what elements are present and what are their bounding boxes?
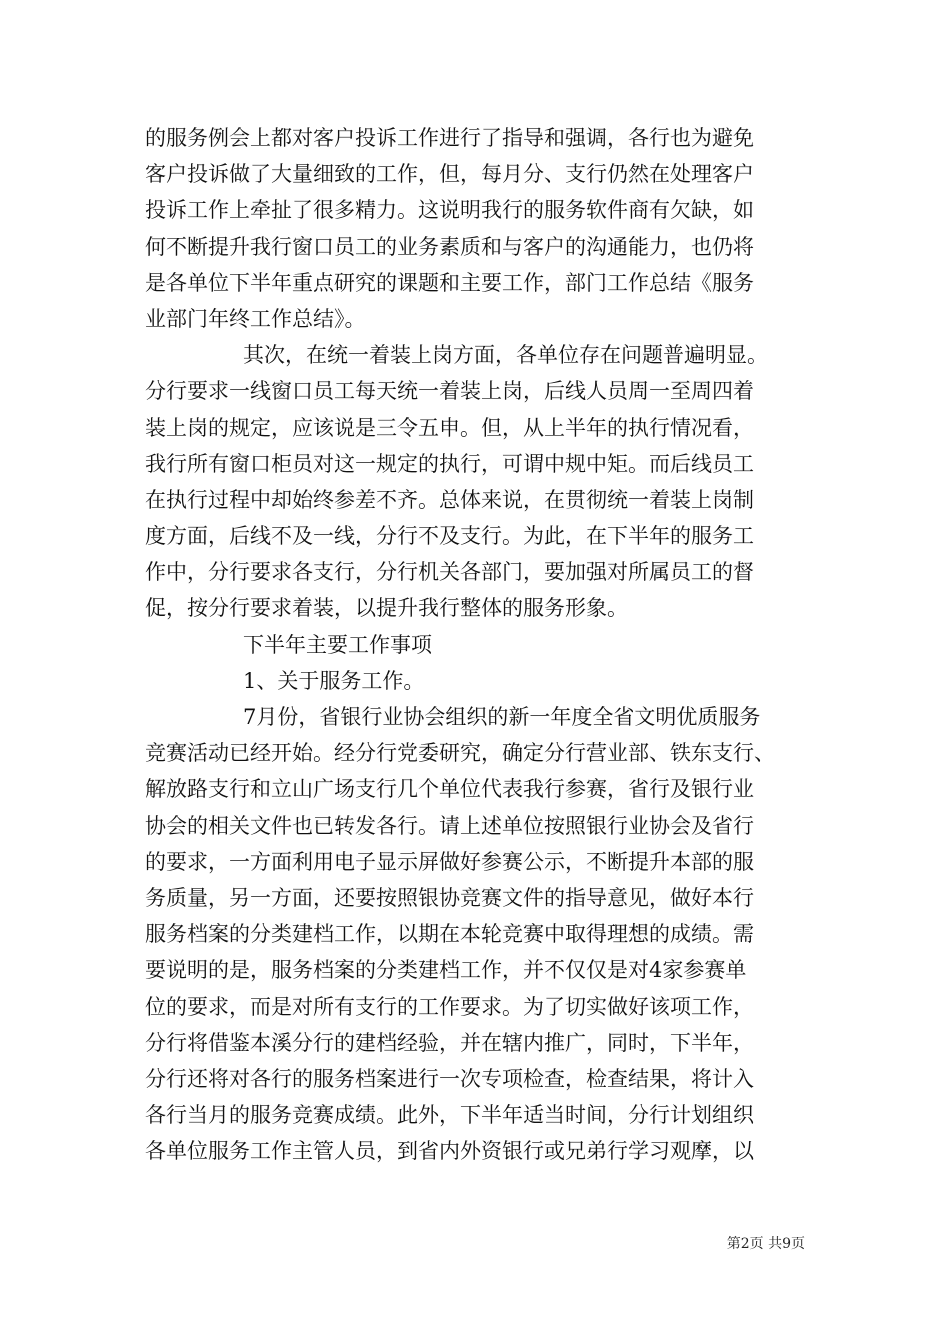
text-line: 分行还将对各行的服务档案进行一次专项检查，检查结果，将计入 (145, 1066, 754, 1091)
text-line: 分行要求一线窗口员工每天统一着装上岗，后线人员周一至周四着 (145, 379, 754, 404)
document-body (145, 120, 815, 1169)
text-line: 各行当月的服务竞赛成绩。此外，下半年适当时间，分行计划组织 (145, 1103, 754, 1128)
text-line: 协会的相关文件也已转发各行。请上述单位按照银行业协会及省行 (145, 813, 754, 838)
text-line: 位的要求，而是对所有支行的工作要求。为了切实做好该项工作， (145, 994, 754, 1019)
text-line: 服务档案的分类建档工作，以期在本轮竞赛中取得理想的成绩。需 (145, 922, 754, 947)
text-line: 客户投诉做了大量细致的工作，但，每月分、支行仍然在处理客户 (145, 162, 754, 187)
text-line: 务质量，另一方面，还要按照银协竞赛文件的指导意见，做好本行 (145, 885, 754, 910)
text-line: 促，按分行要求着装，以提升我行整体的服务形象。 (145, 596, 628, 621)
subsection-heading: 1、关于服务工作。 (243, 668, 425, 693)
text-line: 业部门年终工作总结》。 (145, 306, 366, 331)
text-line: 的服务例会上都对客户投诉工作进行了指导和强调，各行也为避免 (145, 126, 754, 150)
text-line: 的要求，一方面利用电子显示屏做好参赛公示，不断提升本部的服 (145, 849, 754, 874)
text-line: 要说明的是，服务档案的分类建档工作，并不仅仅是对4家参赛单 (145, 958, 747, 983)
text-line: 各单位服务工作主管人员，到省内外资银行或兄弟行学习观摩，以 (145, 1139, 754, 1164)
text-line: 分行将借鉴本溪分行的建档经验，并在辖内推广，同时，下半年， (145, 1030, 754, 1055)
text-line: 何不断提升我行窗口员工的业务素质和与客户的沟通能力，也仍将 (145, 234, 754, 259)
text-line: 我行所有窗口柜员对这一规定的执行，可谓中规中矩。而后线员工 (145, 451, 754, 476)
text-line: 作中，分行要求各支行，分行机关各部门，要加强对所属员工的督 (145, 560, 754, 585)
text-line: 投诉工作上牵扯了很多精力。这说明我行的服务软件商有欠缺，如 (145, 198, 754, 223)
page-number: 第2页 共9页 (726, 1236, 805, 1252)
text-line: 是各单位下半年重点研究的课题和主要工作，部门工作总结《服务 (145, 270, 754, 295)
section-heading: 下半年主要工作事项 (243, 632, 432, 657)
paragraph-start-line: 7月份，省银行业协会组织的新一年度全省文明优质服务 (243, 705, 761, 729)
paragraph-start-line: 其次，在统一着装上岗方面，各单位存在问题普遍明显。 (243, 343, 768, 368)
text-line: 竞赛活动已经开始。经分行党委研究，确定分行营业部、铁东支行、 (145, 741, 775, 766)
text-line: 装上岗的规定，应该说是三令五申。但，从上半年的执行情况看， (145, 415, 754, 440)
text-line: 度方面，后线不及一线，分行不及支行。为此，在下半年的服务工 (145, 524, 754, 549)
text-line: 在执行过程中却始终参差不齐。总体来说，在贯彻统一着装上岗制 (145, 487, 754, 512)
text-line: 解放路支行和立山广场支行几个单位代表我行参赛，省行及银行业 (145, 777, 754, 802)
